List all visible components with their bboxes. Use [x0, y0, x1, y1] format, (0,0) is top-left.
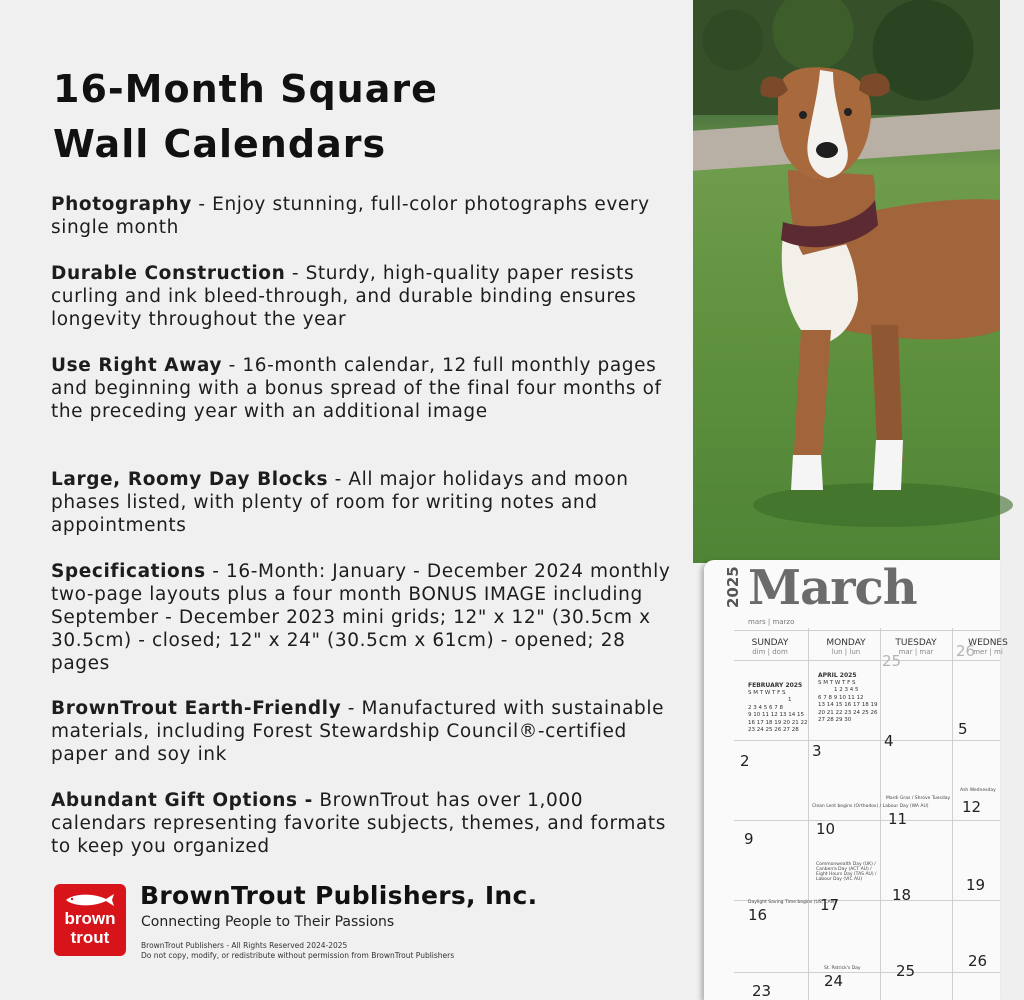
feature-heading: BrownTrout Earth-Friendly	[51, 698, 342, 719]
mini-calendar-april	[818, 672, 877, 725]
mini-calendar-row: 27 28 29 30	[818, 717, 852, 723]
dog-photo	[693, 0, 1000, 563]
day-number: 9	[744, 830, 754, 848]
page-title	[53, 62, 438, 172]
mini-calendar-title: APRIL 2025	[818, 672, 857, 679]
mini-calendar-february	[748, 682, 807, 735]
day-number: 12	[962, 798, 982, 816]
day-number: 23	[752, 982, 772, 1000]
day-sub: mer | mi	[973, 648, 1003, 656]
copy-notice: Do not copy, modify, or redistribute without permission from BrownTrout Publishers	[141, 951, 455, 960]
title-line-2: Wall Calendars	[53, 122, 387, 166]
mini-calendar-row: 16 17 18 19 20 21 22	[748, 719, 808, 726]
day-sub: dim | dom	[752, 648, 788, 656]
mini-calendar-row: 20 21 22 23 24 25 26	[818, 709, 878, 716]
feature-gift-options	[51, 789, 671, 858]
day-number: 25	[882, 652, 902, 670]
holiday-note: Commonwealth Day (UK) / Canberra Day (ACT AU) / Eight Hours Day (TAS AU) / Labour Day (VIC AU)	[816, 862, 877, 882]
day-number: 18	[892, 886, 912, 904]
week-divider	[734, 820, 1000, 821]
feature-text: - Manufactured with sustainable materials, including Forest Stewardship Council®-certified paper and soy ink	[51, 698, 665, 765]
day-number: 10	[816, 820, 836, 838]
day-name: WEDNES	[968, 638, 1008, 648]
mini-calendar-row: 6 7 8 9 10 11 12	[818, 694, 864, 701]
feature-text: - 16-Month: January - December 2024 monthly two-page layouts plus a four month BONUS IMAGE including September - December 2023 mini grids; 12" x 12" (30.5cm x 30.5cm) - closed; 12" x 24" (30.5cm x 61cm) - opened; 28 pages	[51, 561, 671, 674]
day-number: 11	[888, 810, 908, 828]
column-divider	[880, 628, 881, 1000]
feature-text: BrownTrout has over 1,000 calendars representing favorite subjects, themes, and formats to keep you organized	[51, 790, 666, 857]
feature-heading: Use Right Away	[51, 355, 223, 376]
day-header-monday	[810, 638, 882, 656]
mini-calendar-head: S M T W T F S	[818, 679, 856, 686]
publisher-tagline: Connecting People to Their Passions	[141, 914, 395, 930]
feature-heading: Photography	[51, 194, 192, 215]
holiday-note: St. Patrick's Day	[824, 966, 861, 971]
day-number: 26	[956, 642, 976, 660]
feature-text: - 16-month calendar, 12 full monthly pages and beginning with a bonus spread of the final four months of the preceding year with an additional image	[51, 355, 662, 422]
week-divider	[734, 660, 1000, 661]
dog-illustration	[693, 0, 1000, 563]
day-header-sunday	[734, 638, 806, 656]
day-number: 2	[740, 752, 750, 770]
header-rule	[734, 630, 1000, 631]
mini-calendar-row: 2 3 4 5 6 7 8	[748, 704, 783, 711]
day-sub: lun | lun	[831, 648, 861, 656]
mini-calendar-row: 1 2 3 4 5	[834, 687, 859, 693]
calendar-page	[704, 560, 1008, 1000]
trout-icon	[64, 892, 116, 908]
day-sub: mar | mar	[898, 648, 934, 656]
day-number: 16	[748, 906, 768, 924]
week-divider	[734, 740, 1000, 741]
feature-heading: Durable Construction	[51, 263, 286, 284]
mini-calendar-row: 9 10 11 12 13 14 15	[748, 712, 804, 718]
calendar-month: March	[748, 560, 917, 616]
day-number: 19	[966, 876, 986, 894]
column-divider	[808, 628, 809, 1000]
feature-text: - Sturdy, high-quality paper resists curling and ink bleed-through, and durable binding ensures longevity throughout the year	[51, 263, 637, 330]
holiday-note: Daylight Saving Time begins (US, CAN)	[748, 900, 836, 905]
holiday-note: Ash Wednesday	[960, 788, 996, 793]
holiday-note: Mardi Gras / Shrove Tuesday	[886, 796, 951, 801]
holiday-note: Clean Lent begins (Orthodox) / Labour Day (WA AU)	[812, 804, 929, 809]
feature-photography	[51, 193, 671, 239]
day-number: 24	[824, 972, 844, 990]
feature-earth-friendly	[51, 697, 671, 766]
mini-calendar-title: FEBRUARY 2025	[748, 682, 803, 689]
mini-calendar-head: S M T W T F S	[748, 689, 786, 696]
publisher-name: BrownTrout Publishers, Inc.	[140, 881, 538, 910]
day-number: 5	[958, 720, 968, 738]
mini-calendar-row: 23 24 25 26 27 28	[748, 727, 799, 733]
feature-specifications	[51, 560, 671, 675]
day-name: MONDAY	[826, 638, 866, 648]
browntrout-logo	[54, 884, 126, 956]
feature-use-right-away	[51, 354, 671, 423]
mini-calendar-row: 13 14 15 16 17 18 19	[818, 702, 878, 708]
day-number: 25	[896, 962, 916, 980]
feature-text: - Enjoy stunning, full-color photographs every single month	[51, 194, 650, 238]
calendar-year: 2025	[724, 566, 742, 608]
mini-calendar-row: 1	[788, 697, 792, 703]
day-number: 3	[812, 742, 822, 760]
week-divider	[734, 972, 1000, 973]
day-number: 4	[884, 732, 894, 750]
column-divider	[952, 628, 953, 1000]
day-name: TUESDAY	[895, 638, 937, 648]
feature-durable-construction	[51, 262, 671, 331]
feature-heading: Abundant Gift Options -	[51, 790, 313, 811]
logo-text-brown: brown	[64, 909, 116, 928]
logo-text-trout: trout	[70, 928, 110, 947]
feature-heading: Specifications	[51, 561, 206, 582]
feature-day-blocks	[51, 468, 671, 537]
calendar-month-translations: mars | marzo	[748, 618, 795, 626]
feature-text: - All major holidays and moon phases listed, with plenty of room for writing notes and appointments	[51, 469, 629, 536]
day-name: SUNDAY	[751, 638, 789, 648]
title-line-1: 16-Month Square	[53, 67, 438, 111]
day-number: 17	[820, 896, 840, 914]
rights-text: BrownTrout Publishers - All Rights Reserved 2024-2025	[141, 941, 348, 950]
feature-heading: Large, Roomy Day Blocks	[51, 469, 329, 490]
day-number: 26	[968, 952, 988, 970]
